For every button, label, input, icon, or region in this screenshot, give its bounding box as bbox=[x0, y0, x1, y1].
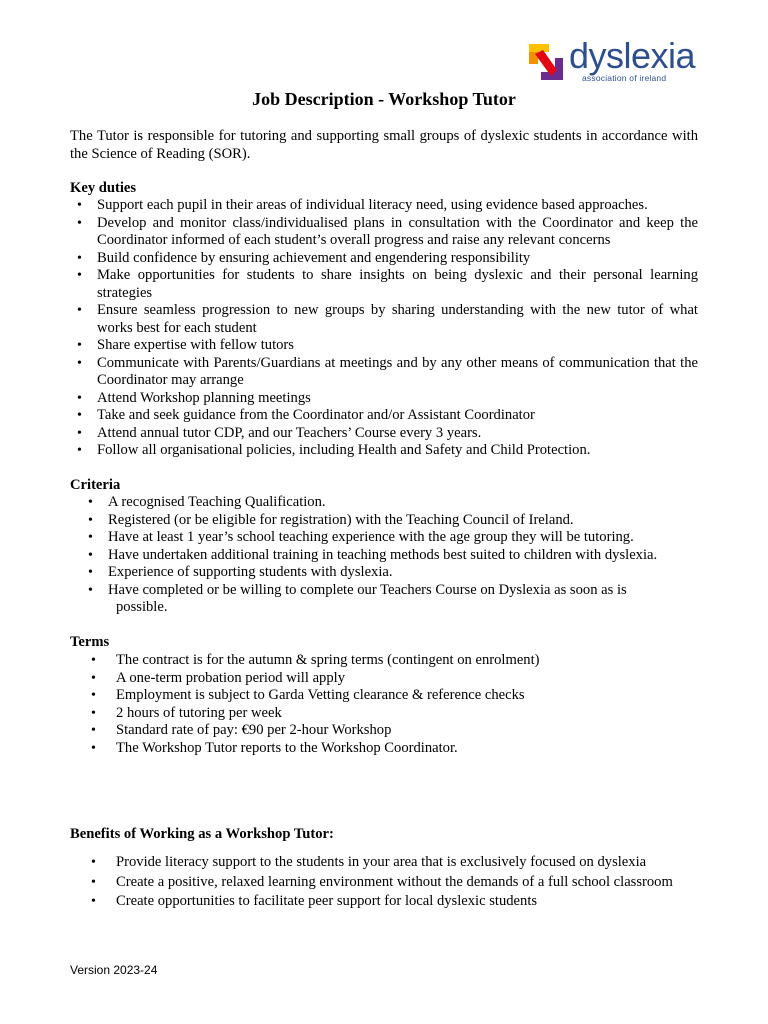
list-item: • The Workshop Tutor reports to the Workshop Coordinator. bbox=[116, 740, 698, 758]
benefits-heading: Benefits of Working as a Workshop Tutor: bbox=[70, 826, 334, 842]
list-item: • 2 hours of tutoring per week bbox=[116, 705, 698, 723]
terms-list bbox=[116, 652, 698, 757]
list-item: • Communicate with Parents/Guardians at meetings and by any other means of communication that the Coordinator may arrange bbox=[97, 355, 698, 390]
list-item: • The contract is for the autumn & spring terms (contingent on enrolment) bbox=[116, 652, 698, 670]
page-title: Job Description - Workshop Tutor bbox=[252, 89, 516, 109]
list-item: • Have at least 1 year’s school teaching experience with the age group they will be tutoring. bbox=[108, 529, 698, 547]
criteria-heading: Criteria bbox=[70, 477, 121, 493]
criteria-list bbox=[108, 494, 698, 617]
terms-heading: Terms bbox=[70, 634, 110, 650]
list-item bbox=[108, 582, 698, 617]
key-duties-heading: Key duties bbox=[70, 180, 137, 196]
list-item-line: Have completed or be willing to complete our Teachers Course on Dyslexia as soon as is bbox=[108, 581, 627, 598]
key-duties-list bbox=[97, 197, 698, 460]
list-item: • Attend Workshop planning meetings bbox=[97, 390, 698, 408]
list-item: • Standard rate of pay: €90 per 2-hour Workshop bbox=[116, 722, 698, 740]
list-item: • Create a positive, relaxed learning environment without the demands of a full school classroom bbox=[116, 874, 698, 892]
list-item: • A one-term probation period will apply bbox=[116, 670, 698, 688]
list-item: • Create opportunities to facilitate peer support for local dyslexic students bbox=[116, 893, 698, 911]
logo-subtitle: association of ireland bbox=[582, 73, 667, 83]
logo-arrow-icon bbox=[527, 42, 565, 82]
list-item: • Share expertise with fellow tutors bbox=[97, 337, 698, 355]
list-item: • Take and seek guidance from the Coordinator and/or Assistant Coordinator bbox=[97, 407, 698, 425]
list-item: • Experience of supporting students with dyslexia. bbox=[108, 564, 698, 582]
list-item: • Support each pupil in their areas of individual literacy need, using evidence based approaches. bbox=[97, 197, 698, 215]
dyslexia-association-logo bbox=[527, 35, 702, 86]
list-item: • Employment is subject to Garda Vetting clearance & reference checks bbox=[116, 687, 698, 705]
list-item-line: possible. bbox=[116, 599, 168, 615]
list-item: • Make opportunities for students to share insights on being dyslexic and their personal learning strategies bbox=[97, 267, 698, 302]
list-item: • Have undertaken additional training in teaching methods best suited to children with dyslexia. bbox=[108, 547, 698, 565]
list-item: • Attend annual tutor CDP, and our Teachers’ Course every 3 years. bbox=[97, 425, 698, 443]
version-footer: Version 2023-24 bbox=[70, 963, 158, 977]
list-item: • Develop and monitor class/individualised plans in consultation with the Coordinator and keep the Coordinator informed of each student’s overall progress and raise any relevant concerns bbox=[97, 215, 698, 250]
list-item: • Ensure seamless progression to new groups by sharing understanding with the new tutor of what works best for each student bbox=[97, 302, 698, 337]
list-item: • Build confidence by ensuring achievement and engendering responsibility bbox=[97, 250, 698, 268]
list-item: • Registered (or be eligible for registration) with the Teaching Council of Ireland. bbox=[108, 512, 698, 530]
list-item: • Follow all organisational policies, including Health and Safety and Child Protection. bbox=[97, 442, 698, 460]
logo-word-lexia: lexia bbox=[623, 35, 696, 76]
intro-paragraph: The Tutor is responsible for tutoring and supporting small groups of dyslexic students in accordance with the Science of Reading (SOR). bbox=[70, 128, 698, 162]
list-item: • Provide literacy support to the students in your area that is exclusively focused on dyslexia bbox=[116, 854, 698, 872]
logo-word-dys: dys bbox=[569, 35, 624, 76]
benefits-list bbox=[116, 854, 698, 913]
logo-wordmark bbox=[569, 34, 695, 78]
list-item: • A recognised Teaching Qualification. bbox=[108, 494, 698, 512]
